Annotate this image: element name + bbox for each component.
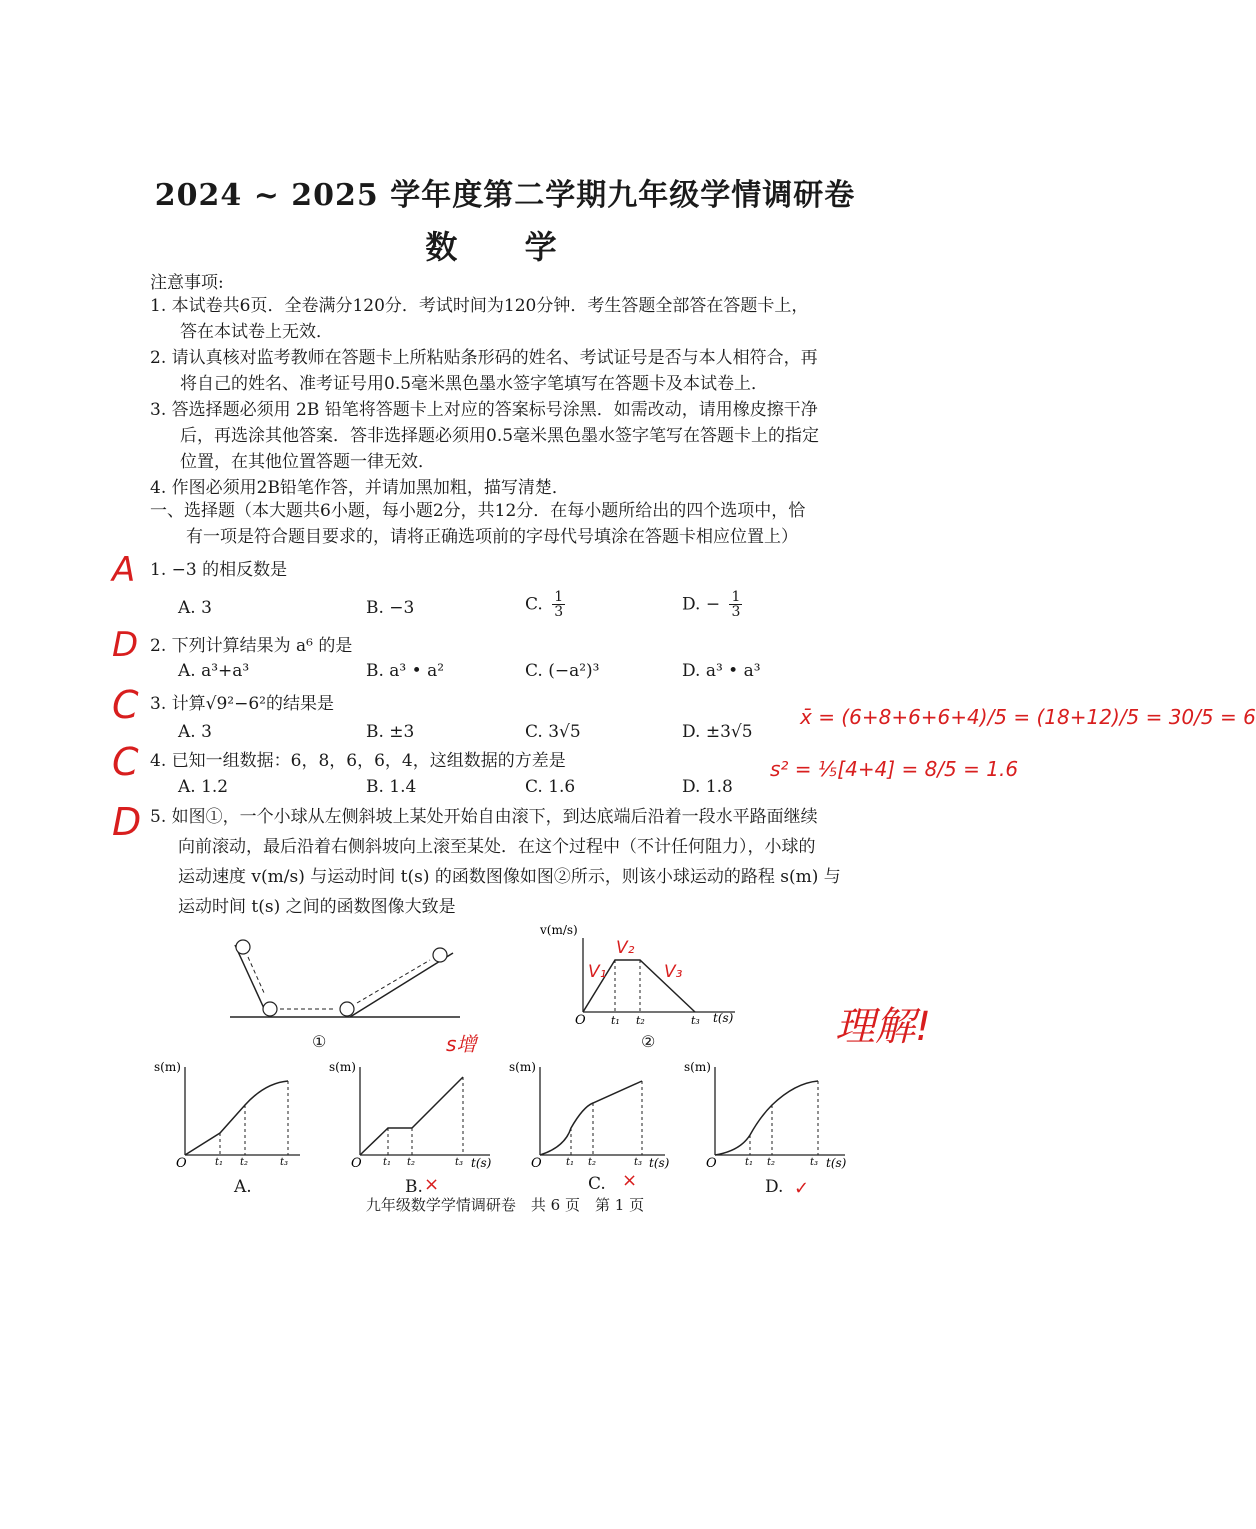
handwritten-correct-mark-d: ✓ [794,1178,810,1199]
q4-option-c: C. 1.6 [525,777,576,797]
notice-item-3-line-2: 后，再选涂其他答案．答非选择题必须用0.5毫米黑色墨水签字笔写在答题卡上的指定 [180,426,820,446]
notice-item-2-line-2: 将自己的姓名、准考证号用0.5毫米黑色墨水签字笔填写在答题卡及本试卷上． [180,374,769,394]
notice-item-1-line-2: 答在本试卷上无效． [180,322,333,342]
choice-c-label: C. [588,1174,606,1194]
q2-option-a: A. a³+a³ [178,661,250,681]
fig2-t2: t₂ [636,1014,645,1027]
handwritten-answer-5: D [112,800,142,844]
choice-b-graph [325,1055,500,1180]
choice-d-t-axis: t(s) [826,1156,847,1170]
choice-a-t3: t₃ [280,1157,289,1168]
choice-c-t3: t₃ [634,1157,643,1168]
fig2-t-axis-label: t(s) [713,1011,734,1025]
q1-option-d: D. − $\frac{1}{3}$ [682,589,741,620]
handwritten-wrong-mark-b: × [424,1174,440,1195]
q4-stem: 4. 已知一组数据：6，8，6，6，4，这组数据的方差是 [150,751,566,771]
choice-b-label: B. [405,1177,423,1197]
handwritten-answer-2: D [112,625,139,665]
notice-item-3-line-3: 位置，在其他位置答题一律无效． [180,452,435,472]
fig2-origin: O [575,1013,586,1028]
q1-option-c: C. $\frac{1}{3}$ [525,589,564,620]
choice-c-s-axis: s(m) [509,1060,536,1074]
q1-option-b: B. −3 [366,598,415,618]
handwritten-comment: 理解! [835,1004,932,1050]
handwritten-variance-calculation: s² = ⅕[4+4] = 8/5 = 1.6 [770,757,1019,781]
q5-stem-line-2: 向前滚动，最后沿着右侧斜坡向上滚至某处．在这个过程中（不计任何阻力），小球的 [178,837,816,857]
q3-option-d: D. ±3√5 [682,722,753,742]
choice-d-t2: t₂ [767,1157,776,1168]
q2-option-d: D. a³ • a³ [682,661,761,681]
section1-line-1: 一、选择题（本大题共6小题，每小题2分，共12分．在每小题所给出的四个选项中，恰 [150,501,806,521]
q5-stem-line-1: 5. 如图①，一个小球从左侧斜坡上某处开始自由滚下，到达底端后沿着一段水平路面继续 [150,807,818,827]
figure-1-label: ① [312,1032,327,1051]
handwritten-s-increase-note: s增 [446,1032,477,1056]
handwritten-wrong-mark-c: × [622,1170,638,1191]
choice-a-s-axis: s(m) [154,1060,181,1074]
notice-item-1-line-1: 1. 本试卷共6页．全卷满分120分．考试时间为120分钟．考生答题全部答在答题卡上， [150,296,809,316]
q1-stem: 1. −3 的相反数是 [150,560,288,580]
q5-stem-line-4: 运动时间 t(s) 之间的函数图像大致是 [178,897,456,917]
handwritten-answer-3: C [112,683,139,727]
choice-d-origin: O [706,1156,717,1171]
choice-b-t-axis: t(s) [471,1156,492,1170]
choice-a-graph [150,1055,310,1180]
handwritten-answer-1: A [112,550,136,590]
notice-item-2-line-1: 2. 请认真核对监考教师在答题卡上所粘贴条形码的姓名、考试证号是否与本人相符合，再 [150,348,818,368]
page-footer: 九年级数学学情调研卷 共 6 页 第 1 页 [365,1196,645,1214]
choice-d-graph [680,1055,855,1180]
choice-a-origin: O [176,1156,187,1171]
choice-c-graph [505,1055,680,1180]
choice-b-t3: t₃ [455,1157,464,1168]
choice-b-origin: O [351,1156,362,1171]
handwritten-v2-label: V₂ [616,938,635,958]
q3-option-a: A. 3 [178,722,212,742]
q3-stem: 3. 计算√9²−6²的结果是 [150,694,334,714]
handwritten-mean-calculation: x̄ = (6+8+6+6+4)/5 = (18+12)/5 = 30/5 = 6 [800,705,1256,729]
section1-line-2: 有一项是符合题目要求的，请将正确选项前的字母代号填涂在答题卡相应位置上） [186,527,798,547]
exam-title: 2024 ~ 2025 学年度第二学期九年级学情调研卷 [154,178,856,213]
fig2-t3: t₃ [691,1014,700,1027]
handwritten-answer-4: C [112,740,139,784]
choice-c-t-axis: t(s) [649,1156,670,1170]
choice-a-t1: t₁ [215,1157,224,1168]
choice-d-label: D. [765,1177,784,1197]
q4-option-b: B. 1.4 [366,777,417,797]
notice-item-3-line-1: 3. 答选择题必须用 2B 铅笔将答题卡上对应的答案标号涂黑．如需改动，请用橡皮擦干净 [150,400,818,420]
q4-option-d: D. 1.8 [682,777,733,797]
q3-option-c: C. 3√5 [525,722,581,742]
notice-item-4-line-1: 4. 作图必须用2B铅笔作答，并请加黑加粗，描写清楚． [150,478,569,498]
choice-d-s-axis: s(m) [684,1060,711,1074]
choice-c-origin: O [531,1156,542,1171]
q2-option-c: C. (−a²)³ [525,661,600,681]
fig2-v-axis-label: v(m/s) [540,923,578,937]
choice-b-s-axis: s(m) [329,1060,356,1074]
figure-2-vt-graph [535,920,745,1030]
subject-title: 数 学 [425,228,585,266]
choice-a-label: A. [234,1177,252,1197]
choice-c-t2: t₂ [588,1157,597,1168]
fig2-t1: t₁ [611,1014,620,1027]
choice-d-t3: t₃ [810,1157,819,1168]
figure-2-label: ② [641,1032,656,1051]
choice-d-t1: t₁ [745,1157,754,1168]
choice-b-t2: t₂ [407,1157,416,1168]
q3-option-b: B. ±3 [366,722,415,742]
choice-a-t2: t₂ [240,1157,249,1168]
figure-1-ramps [225,935,465,1030]
q2-option-b: B. a³ • a² [366,661,445,681]
notice-heading: 注意事项: [150,273,224,293]
q5-stem-line-3: 运动速度 v(m/s) 与运动时间 t(s) 的函数图像如图②所示，则该小球运动的路程 s(m) 与 [178,867,841,887]
q4-option-a: A. 1.2 [178,777,229,797]
q2-stem: 2. 下列计算结果为 a⁶ 的是 [150,636,353,656]
choice-c-t1: t₁ [566,1157,575,1168]
handwritten-v3-label: V₃ [664,962,683,982]
handwritten-v1-label: V₁ [588,962,607,982]
q1-option-a: A. 3 [178,598,212,618]
choice-b-t1: t₁ [383,1157,392,1168]
